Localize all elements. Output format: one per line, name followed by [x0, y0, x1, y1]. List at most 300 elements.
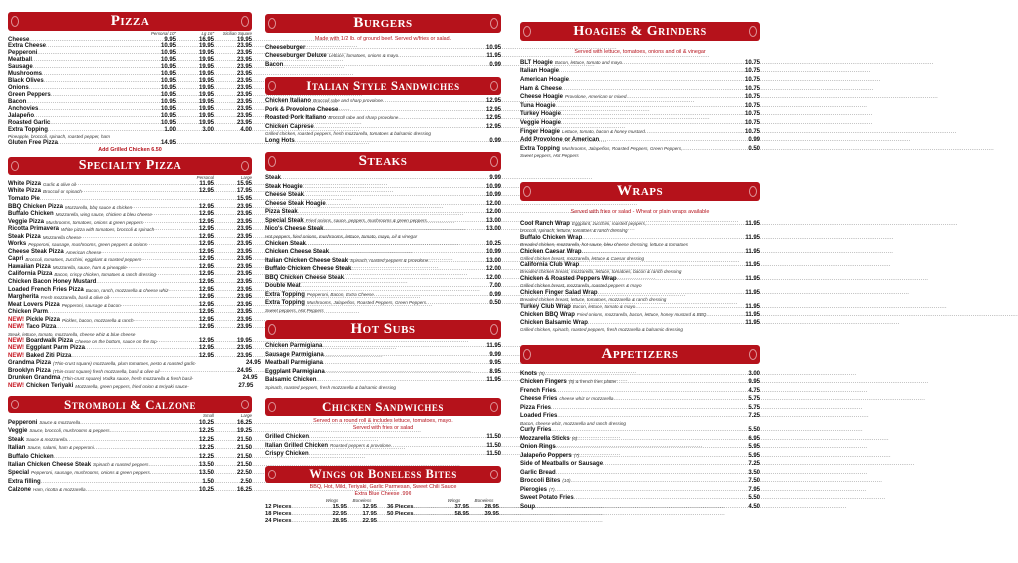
item-description: cheese whiz or mozzarella — [559, 396, 614, 401]
item-price: 9.95 — [164, 36, 176, 43]
leader-dots — [551, 426, 738, 435]
menu-item — [8, 99, 252, 106]
item-price: 5.50 — [748, 427, 760, 434]
item-price: 19.95 — [198, 43, 214, 50]
item-subtext: Steak, lettuce, tomato, mozzarella, cheese whiz & blue cheese — [8, 331, 136, 337]
item-price: 24.95 — [242, 375, 258, 382]
leader-dots — [51, 92, 146, 99]
item-name: California Club Wrap — [520, 262, 580, 269]
item-price: 1.00 — [164, 126, 176, 133]
item-price: 12.95 — [198, 188, 214, 195]
item-name: Eggplant Parmigiana — [265, 368, 325, 375]
item-name: Buffalo Chicken — [8, 211, 54, 218]
item-price: 23.95 — [236, 241, 252, 248]
menu-item — [8, 444, 252, 452]
item-name: White Pizza — [8, 188, 42, 195]
item-name: Anchovies — [8, 106, 39, 113]
leader-dots — [323, 225, 479, 234]
item-price: 23.95 — [236, 203, 252, 210]
wings-spacer — [387, 497, 439, 504]
item-description: Ham, ricotta & mozzarella — [33, 487, 86, 493]
boneless-price: 12.95 — [362, 504, 377, 511]
item-description: Pepperoni, sausage & bacon — [61, 302, 121, 308]
leader-dots — [706, 311, 738, 319]
item-price: 23.95 — [236, 57, 252, 64]
menu-item — [520, 395, 760, 404]
menu-item — [520, 85, 760, 94]
item-name: White Pizza — [8, 180, 42, 187]
item-name: Cheese Steak Hoagie — [265, 200, 326, 207]
leader-dots — [29, 85, 146, 92]
item-name: Balsamic Chicken — [265, 377, 317, 384]
item-price: 23.95 — [236, 92, 252, 99]
item-description: Mozzarella, wing sauce, chicken & bleu cheese — [55, 212, 152, 218]
column-head: Lg 16" — [201, 31, 214, 36]
item-name: Chicken Caesar Wrap — [520, 248, 582, 255]
item-price — [188, 196, 214, 204]
item-price: 19.95 — [198, 50, 214, 57]
menu-item — [8, 78, 252, 85]
item-price: 24.95 — [236, 367, 252, 374]
item-price: 13.50 — [198, 470, 214, 477]
item-description: White pizza with tomatoes, broccoli & spinach — [61, 227, 155, 233]
leader-dots — [86, 486, 188, 494]
leader-dots — [374, 291, 479, 300]
item-name: Italian — [8, 445, 26, 452]
item-price: 7.95 — [748, 486, 760, 493]
item-price: 7.00 — [489, 283, 501, 290]
item-price: 19.95 — [198, 112, 214, 119]
item-name: Nico's Cheese Steak — [265, 226, 324, 233]
item-name: Cheese Steak — [265, 192, 305, 199]
item-name: BBQ Chicken Cheese Steak — [265, 274, 345, 281]
menu-item — [265, 257, 501, 266]
item-name: Pierogies — [520, 486, 548, 493]
item-price: 10.95 — [160, 106, 176, 113]
leader-dots — [48, 309, 188, 317]
item-price: 19.25 — [236, 428, 252, 435]
item-price: 17.95 — [236, 188, 252, 195]
leader-dots — [329, 248, 479, 257]
item-price: 10.75 — [744, 102, 760, 109]
item-price: 16.25 — [236, 487, 252, 494]
column-head: Large — [240, 175, 252, 181]
wings-head-row — [265, 497, 377, 504]
item-price — [189, 383, 215, 391]
item-price: 19.95 — [236, 337, 252, 344]
menu-item — [8, 226, 252, 234]
item-name: Chicken Teriyaki — [26, 382, 74, 389]
item-name: Chicken Caprese — [265, 123, 314, 130]
wings-price: 37.95 — [454, 504, 469, 511]
item-name: Cheese Fries — [520, 396, 558, 402]
item-name: Steak — [8, 436, 25, 443]
new-badge: NEW! — [8, 345, 24, 352]
leader-dots — [283, 61, 479, 69]
item-description: Sauce & mozzarella — [39, 419, 81, 425]
item-subtext: Hot peppers, fried onions, mushrooms, lettuce, tomato, mayo, oil & vinegar — [265, 233, 418, 239]
menu-item — [520, 503, 760, 512]
item-price: 12.25 — [198, 436, 214, 443]
menu-item — [520, 443, 760, 452]
wings-col-head: Boneless — [474, 498, 494, 504]
item-description: Fresh mozzarella, basil & olive oil — [40, 295, 109, 301]
menu-item — [520, 460, 760, 469]
menu-item — [265, 342, 501, 351]
leader-dots — [582, 234, 738, 242]
item-price: 11.95 — [745, 303, 760, 310]
leader-dots — [622, 59, 738, 68]
item-name: Cheeseburger — [265, 44, 306, 51]
item-price: 12.95 — [198, 301, 214, 308]
item-name: Boardwalk Pizza — [26, 337, 74, 344]
item-name: Roasted Pork Italiano — [265, 115, 327, 122]
item-name: Cheese Steak Pizza — [8, 248, 64, 255]
item-price: 19.95 — [198, 57, 214, 64]
menu-item — [8, 37, 252, 44]
item-name: Soup — [520, 503, 535, 510]
leader-dots — [291, 518, 323, 525]
leader-dots — [54, 453, 188, 461]
item-name: Cool Ranch Wrap — [520, 220, 570, 227]
item-price: 10.75 — [744, 68, 760, 75]
menu-item — [8, 71, 252, 78]
item-price: 5.75 — [748, 404, 760, 411]
wings-col-head: Wings — [447, 498, 461, 504]
leader-dots — [351, 265, 479, 274]
menu-item — [265, 191, 501, 200]
item-description: Mozzarella, bbq sauce & chicken — [65, 204, 133, 210]
item-price: 22.50 — [236, 470, 252, 477]
leader-dots — [37, 50, 146, 57]
item-price: 11.95 — [745, 311, 760, 318]
item-description: (5) & french fries platter — [568, 379, 617, 384]
item-price: 12.25 — [198, 428, 214, 435]
item-name: Meat Lovers Pizza — [8, 301, 60, 308]
item-name: Brooklyn Pizza — [8, 367, 51, 374]
menu-item — [520, 59, 760, 68]
menu-item — [520, 319, 760, 327]
menu-item — [8, 345, 252, 353]
item-name: Buffalo Chicken Wrap — [520, 234, 583, 241]
pizza-header: Pizza — [8, 12, 252, 31]
leader-dots — [46, 43, 146, 50]
menu-item — [520, 128, 760, 137]
leader-dots — [48, 127, 146, 134]
column-head: Small — [203, 413, 214, 419]
boneless-price: 22.95 — [362, 518, 377, 525]
menu-item — [265, 106, 501, 115]
menu-item — [8, 419, 252, 427]
menu-item — [8, 271, 252, 279]
menu-item — [520, 370, 760, 379]
leader-dots — [599, 136, 738, 145]
leader-dots — [426, 299, 479, 308]
item-price: 10.95 — [160, 78, 176, 85]
menu-item — [520, 426, 760, 435]
item-name: Pork & Provolone Cheese — [265, 106, 339, 113]
item-price: 10.75 — [744, 111, 760, 118]
leader-dots — [561, 119, 738, 128]
menu-item — [520, 303, 760, 311]
item-price: 12.95 — [198, 286, 214, 293]
item-name: Chicken Parmigiana — [265, 343, 323, 350]
item-price: 12.95 — [198, 271, 214, 278]
item-price: 10.95 — [160, 119, 176, 126]
leader-dots — [562, 85, 738, 94]
appetizers-header: Appetizers — [520, 345, 760, 364]
menu-item — [8, 92, 252, 99]
leader-dots — [304, 191, 479, 200]
chicken-sandwiches-header: Chicken Sandwiches — [265, 398, 501, 416]
item-price: 10.95 — [160, 43, 176, 50]
item-name: Veggie — [8, 428, 28, 435]
item-name: Extra filling — [8, 478, 41, 485]
item-price: 19.95 — [198, 71, 214, 78]
item-name: Bacon — [265, 61, 284, 68]
menu-item — [265, 248, 501, 257]
item-name: Chicken Balsamic Wrap — [520, 319, 588, 326]
wings-row — [387, 511, 499, 518]
item-name: Extra Topping — [520, 145, 560, 152]
leader-dots — [157, 338, 188, 346]
steaks-header: Steaks — [265, 152, 501, 171]
item-price: 23.95 — [236, 294, 252, 301]
menu-item — [520, 412, 760, 421]
item-price: 11.95 — [199, 180, 214, 187]
item-name: Ricotta Primavera — [8, 226, 60, 233]
item-price: 0.50 — [489, 300, 501, 307]
menu-item — [8, 106, 252, 113]
wings-price: 28.95 — [332, 518, 347, 525]
menu-item — [8, 368, 252, 376]
item-name: Gluten Free Pizza — [8, 139, 59, 146]
hoagies-list — [520, 59, 760, 159]
menu-item — [8, 85, 252, 92]
item-price: 10.95 — [160, 99, 176, 106]
leader-dots — [545, 370, 738, 379]
item-description: Bacon, crispy chicken, tomatoes & ranch dressing — [54, 272, 156, 278]
menu-item — [520, 404, 760, 413]
menu-item — [520, 93, 760, 102]
item-price: 10.95 — [160, 50, 176, 57]
item-price: 13.00 — [485, 217, 501, 224]
menu-item — [8, 436, 252, 444]
menu-item — [8, 64, 252, 71]
item-name: Grandma Pizza — [8, 360, 52, 367]
item-name: Mozzarella Sticks — [520, 435, 570, 442]
boneless-price: 28.95 — [484, 504, 499, 511]
menu-item — [520, 110, 760, 119]
item-name: Chicken BBQ Wrap — [520, 311, 575, 318]
leader-dots — [101, 249, 188, 257]
wings-count: 18 Pieces — [265, 511, 292, 518]
item-price: 3.00 — [202, 126, 214, 133]
menu-item — [8, 353, 252, 361]
menu-item — [8, 302, 252, 310]
item-name: Buffalo Chicken — [8, 453, 54, 460]
wings-col-head: Boneless — [352, 498, 372, 504]
item-name: Extra Topping — [8, 126, 48, 133]
item-name: Chicken Fingers — [520, 379, 567, 385]
item-subtext: Grilled chicken breast, mozzarella, lettuce & Caesar dressing — [520, 255, 645, 261]
menu-item — [8, 294, 252, 302]
menu-item — [8, 234, 252, 242]
hoagies-header: Hoagies & Grinders — [520, 22, 760, 41]
leader-dots — [398, 52, 479, 60]
leader-dots — [96, 279, 188, 287]
item-price: 23.95 — [236, 352, 252, 359]
item-price: 2.50 — [240, 478, 252, 485]
item-price: 12.95 — [198, 211, 214, 218]
leader-dots — [127, 264, 188, 272]
leader-dots — [574, 494, 738, 503]
item-name: BLT Hoagie — [520, 59, 553, 66]
item-price: 23.95 — [236, 78, 252, 85]
menu-item — [8, 120, 252, 127]
item-description: Provolone, American or mixed — [565, 94, 627, 100]
burgers-list — [265, 44, 501, 69]
item-price: 19.95 — [198, 119, 214, 126]
menu-item — [265, 450, 501, 459]
wings-count: 50 Pieces — [387, 511, 414, 518]
item-price: 12.95 — [198, 337, 214, 344]
leader-dots — [579, 261, 738, 269]
item-price — [194, 375, 220, 383]
item-subtext: Breaded chicken, mozzarella, hot sauce, bleu cheese dressing, lettuce & tomatoes — [520, 241, 689, 247]
specialty-list — [8, 180, 261, 391]
item-description: Eggplant, zucchini, roasted peppers, — [571, 220, 647, 226]
grilled-chicken-note: Add Grilled Chicken 6.50 — [98, 146, 162, 153]
menu-item — [520, 102, 760, 111]
item-price: 10.75 — [744, 128, 760, 135]
item-price: 12.95 — [198, 233, 214, 240]
wings-bluecheese-note: Extra Blue Cheese .99¢ — [354, 490, 412, 497]
wings-col-head: Wings — [325, 498, 339, 504]
item-name: Pepperoni — [8, 50, 38, 57]
leader-dots — [555, 486, 738, 495]
item-price: 23.95 — [236, 71, 252, 78]
item-price: 11.95 — [745, 234, 760, 241]
item-name: American Hoagie — [520, 76, 570, 83]
item-description: Mushrooms, Jalapeños, Roasted Peppers, Green Peppers — [306, 300, 427, 306]
item-description: Broccoli or spinach — [43, 189, 82, 195]
menu-item — [265, 183, 501, 192]
item-price: 23.95 — [236, 263, 252, 270]
item-price: 9.99 — [489, 175, 501, 182]
item-description: Mozzarella, green peppers, fried onion & teriyaki sauce — [75, 383, 188, 389]
leader-dots — [557, 412, 738, 421]
item-name: Buffalo Chicken Cheese Steak — [265, 266, 352, 273]
item-price: 11.95 — [745, 220, 760, 227]
item-name: Special Steak — [265, 217, 304, 224]
menu-item — [520, 145, 760, 154]
leader-dots — [141, 256, 188, 264]
left-column — [8, 0, 261, 563]
menu-item — [520, 387, 760, 396]
leader-dots — [305, 44, 479, 52]
item-name: Margherita — [8, 294, 39, 301]
menu-item — [8, 427, 252, 435]
leader-dots — [322, 342, 479, 351]
item-price: 12.95 — [485, 98, 501, 105]
appetizers-list — [520, 370, 760, 512]
item-name: Knots — [520, 370, 537, 377]
item-price: 13.50 — [198, 461, 214, 468]
item-name: Steak — [265, 175, 282, 182]
item-price: 0.99 — [489, 61, 501, 68]
item-name: Italian Hoagie — [520, 68, 560, 75]
wings-sauces-note: BBQ, Hot, Mild, Teriyaki, Garlic Parmesan, Sweet Chili Sauce — [309, 483, 457, 490]
leader-dots — [427, 217, 479, 226]
wings-header: Wings or Boneless Bites — [265, 466, 501, 483]
item-name: Italian Grilled Chicken — [265, 442, 329, 449]
item-price: 12.25 — [198, 453, 214, 460]
item-name: Jalapeño — [8, 112, 35, 119]
menu-item — [265, 217, 501, 226]
item-name: Extra Topping — [265, 300, 305, 307]
leader-dots — [598, 289, 738, 297]
leader-dots — [168, 287, 188, 295]
item-name: Chicken Cheese Steak — [265, 249, 330, 256]
item-price: 15.95 — [236, 180, 252, 187]
wraps-list — [520, 220, 760, 333]
item-price: 11.95 — [486, 377, 501, 384]
item-price: 12.95 — [485, 123, 501, 130]
item-name: Broccoli Bites — [520, 478, 561, 485]
menu-item — [8, 317, 252, 325]
item-description: Pepperoni, sausage, mushrooms, green peppers & onions — [28, 242, 147, 248]
item-price: 12.95 — [198, 226, 214, 233]
leader-dots — [325, 368, 479, 377]
leader-dots — [626, 93, 738, 102]
item-price: 23.95 — [236, 324, 252, 331]
item-price: 12.95 — [198, 309, 214, 316]
item-price: 10.99 — [485, 249, 501, 256]
leader-dots — [323, 359, 479, 368]
steaks-list — [265, 174, 501, 313]
item-name: Double Meat — [265, 283, 301, 290]
item-price: 0.99 — [489, 137, 501, 144]
item-subtext: Breaded chicken breast, lettuce, tomatoes, mozzarella & ranch dressing — [520, 296, 667, 302]
menu-item — [265, 282, 501, 291]
hot-subs-header: Hot Subs — [265, 320, 501, 339]
column-head: Sicilian Square — [222, 31, 252, 36]
leader-dots — [82, 188, 188, 196]
item-name: Tomato Pie — [8, 195, 40, 202]
italian-sandwiches-list — [265, 97, 501, 145]
item-name: Crispy Chicken — [265, 451, 309, 458]
menu-item — [265, 123, 501, 132]
wraps-note: Served with fries or salad - Wheat or plain wraps available — [570, 209, 710, 216]
menu-item — [265, 225, 501, 234]
menu-item — [520, 248, 760, 256]
menu-item — [520, 76, 760, 85]
item-description: Garlic & olive oil — [43, 181, 76, 187]
item-description: American cheese — [65, 249, 102, 255]
item-name: Bacon — [8, 99, 27, 106]
item-description: (7) — [573, 452, 580, 458]
item-description: Fried onions, sauce, peppers, mushrooms & green peppers — [305, 217, 427, 223]
leader-dots — [309, 450, 479, 459]
menu-item — [8, 196, 252, 204]
wings-price: 22.95 — [332, 511, 347, 518]
item-price: 10.95 — [160, 57, 176, 64]
item-price: 12.95 — [198, 345, 214, 352]
leader-dots — [44, 78, 146, 85]
item-description: Spinach, roasted peppers & provolone — [350, 257, 429, 263]
item-name: Curly Fries — [520, 427, 552, 434]
